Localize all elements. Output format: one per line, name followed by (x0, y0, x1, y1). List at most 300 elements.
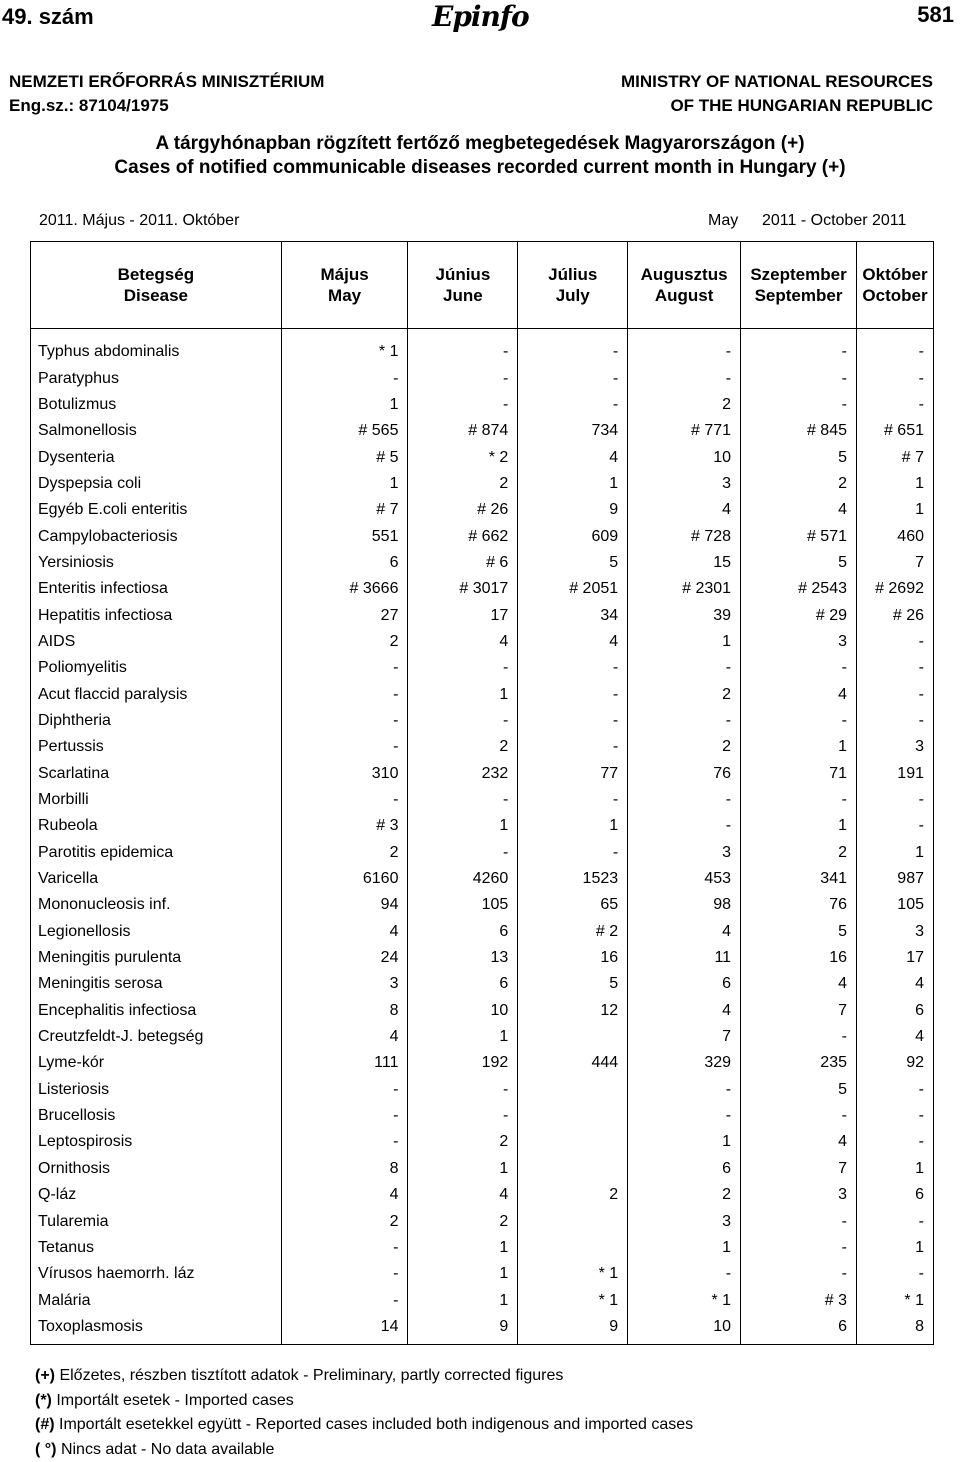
case-count: - (408, 1077, 518, 1103)
case-count: 98 (628, 892, 741, 918)
case-count: * 1 (281, 329, 408, 366)
case-count: - (628, 787, 741, 813)
case-count: 2 (408, 734, 518, 760)
case-count: # 7 (281, 497, 408, 523)
table-row (31, 1129, 934, 1155)
case-count: 235 (741, 1050, 857, 1076)
case-count: - (857, 1103, 934, 1129)
disease-name: Malária (31, 1287, 282, 1313)
case-count: - (857, 1261, 934, 1287)
case-count: # 2543 (741, 576, 857, 602)
case-count: 3 (281, 971, 408, 997)
case-count: 5 (741, 444, 857, 470)
period-en-range: 2011 - October 2011 (762, 212, 906, 230)
case-count: 4 (741, 971, 857, 997)
case-count: 1 (408, 681, 518, 707)
disease-name: Encephalitis infectiosa (31, 998, 282, 1024)
case-count: 6 (857, 998, 934, 1024)
case-count: 17 (857, 945, 934, 971)
case-count: - (857, 329, 934, 366)
case-count: 1 (408, 1235, 518, 1261)
case-count: 191 (857, 761, 934, 787)
case-count: - (281, 1287, 408, 1313)
case-count: 1 (741, 734, 857, 760)
case-count: - (281, 787, 408, 813)
table-row (31, 971, 934, 997)
case-count: 16 (741, 945, 857, 971)
case-count: 24 (281, 945, 408, 971)
case-count: 7 (857, 550, 934, 576)
case-count: 2 (518, 1182, 628, 1208)
case-count: 77 (518, 761, 628, 787)
column-header-en: October (857, 285, 933, 306)
case-count: - (518, 708, 628, 734)
case-count: 3 (628, 840, 741, 866)
case-count: - (857, 655, 934, 681)
case-count: # 2 (518, 919, 628, 945)
case-count: 10 (628, 444, 741, 470)
disease-name: Scarlatina (31, 761, 282, 787)
case-count: # 771 (628, 418, 741, 444)
case-count: 2 (628, 1182, 741, 1208)
case-count: - (857, 787, 934, 813)
case-count: 8 (857, 1314, 934, 1345)
case-count: 5 (518, 550, 628, 576)
table-row (31, 1287, 934, 1313)
case-count: - (857, 392, 934, 418)
table-row (31, 892, 934, 918)
case-count: # 571 (741, 523, 857, 549)
case-count: 4 (281, 1182, 408, 1208)
table-row (31, 1314, 934, 1345)
table-row (31, 418, 934, 444)
case-count: 6 (281, 550, 408, 576)
case-count: 8 (281, 1156, 408, 1182)
table-row (31, 708, 934, 734)
disease-name: Diphtheria (31, 708, 282, 734)
case-count: 9 (518, 497, 628, 523)
case-count: # 2051 (518, 576, 628, 602)
case-count: 7 (628, 1024, 741, 1050)
disease-name: Typhus abdominalis (31, 329, 282, 366)
column-header-hu: Betegség (31, 264, 281, 285)
case-count: 3 (628, 471, 741, 497)
column-header (518, 242, 628, 329)
disease-name: Hepatitis infectiosa (31, 602, 282, 628)
disease-name: Legionellosis (31, 919, 282, 945)
case-count: 15 (628, 550, 741, 576)
column-header (628, 242, 741, 329)
case-count: 9 (408, 1314, 518, 1345)
case-count: * 1 (518, 1287, 628, 1313)
case-count: - (741, 708, 857, 734)
case-count: - (281, 1077, 408, 1103)
table-row (31, 945, 934, 971)
footnote-text: Importált esetekkel együtt - Reported cases included both indigenous and imported cases (55, 1416, 694, 1433)
table-row (31, 1103, 934, 1129)
case-count: - (741, 365, 857, 391)
case-count (518, 1156, 628, 1182)
case-count: 2 (408, 1208, 518, 1234)
case-count: * 1 (518, 1261, 628, 1287)
table-header-row (31, 242, 934, 329)
case-count (518, 1024, 628, 1050)
footnotes (35, 1364, 693, 1462)
case-count: 1 (857, 471, 934, 497)
issue-number: 49. szám (2, 4, 94, 30)
case-count: - (741, 655, 857, 681)
table-row (31, 840, 934, 866)
table-row (31, 1182, 934, 1208)
column-header-hu: Szeptember (741, 264, 856, 285)
column-header (408, 242, 518, 329)
disease-name: Vírusos haemorrh. láz (31, 1261, 282, 1287)
table-row (31, 1024, 934, 1050)
table-row (31, 813, 934, 839)
case-count: 1 (281, 471, 408, 497)
case-count: 27 (281, 602, 408, 628)
case-count: 341 (741, 866, 857, 892)
case-count: 6 (628, 971, 741, 997)
case-count: 4 (628, 919, 741, 945)
footnote-symbol: (#) (35, 1416, 55, 1433)
table-row (31, 365, 934, 391)
footnote (35, 1438, 693, 1462)
disease-name: Campylobacteriosis (31, 523, 282, 549)
table-row (31, 919, 934, 945)
case-count: # 2301 (628, 576, 741, 602)
case-count: 551 (281, 523, 408, 549)
case-count: 1 (628, 629, 741, 655)
case-count: 1 (741, 813, 857, 839)
case-count: 4 (408, 629, 518, 655)
case-count: 8 (281, 998, 408, 1024)
case-count: 5 (741, 1077, 857, 1103)
case-count: - (857, 681, 934, 707)
case-count: 6 (408, 971, 518, 997)
case-count: 192 (408, 1050, 518, 1076)
disease-name: Enteritis infectiosa (31, 576, 282, 602)
case-count: - (628, 655, 741, 681)
case-count: * 1 (857, 1287, 934, 1313)
case-count: - (518, 840, 628, 866)
disease-name: Leptospirosis (31, 1129, 282, 1155)
table-body (31, 329, 934, 1345)
disease-name: Acut flaccid paralysis (31, 681, 282, 707)
table-row (31, 329, 934, 366)
case-count: 92 (857, 1050, 934, 1076)
case-count: 6160 (281, 866, 408, 892)
case-count: 1 (408, 1024, 518, 1050)
case-count: - (281, 365, 408, 391)
case-count: 329 (628, 1050, 741, 1076)
case-count: # 3 (741, 1287, 857, 1313)
case-count: 1 (518, 471, 628, 497)
case-count: - (857, 629, 934, 655)
table-row (31, 602, 934, 628)
footnote (35, 1413, 693, 1438)
period-en-start: May (708, 212, 738, 230)
epinfo-logo: Epinfo (432, 0, 529, 33)
case-count: 14 (281, 1314, 408, 1345)
period-hu: 2011. Május - 2011. Október (39, 212, 239, 230)
case-count: 4 (741, 497, 857, 523)
case-count: 4 (518, 444, 628, 470)
case-count: 1 (518, 813, 628, 839)
disease-name: Dyspepsia coli (31, 471, 282, 497)
case-count: # 3017 (408, 576, 518, 602)
case-count: 76 (628, 761, 741, 787)
case-count: 2 (741, 840, 857, 866)
case-count: - (628, 329, 741, 366)
case-count: 734 (518, 418, 628, 444)
case-count: 1 (857, 840, 934, 866)
case-count: 5 (741, 919, 857, 945)
case-count: 1 (281, 392, 408, 418)
table-row (31, 1050, 934, 1076)
footnote-symbol: (*) (35, 1392, 52, 1409)
case-count: * 1 (628, 1287, 741, 1313)
table-row (31, 1235, 934, 1261)
case-count: - (628, 1261, 741, 1287)
report-title-en: Cases of notified communicable diseases recorded current month in Hungary (+) (0, 157, 960, 179)
case-count: 1 (628, 1129, 741, 1155)
table-row (31, 681, 934, 707)
ministry-name-hu: NEMZETI ERŐFORRÁS MINISZTÉRIUM (9, 72, 324, 92)
table-row (31, 761, 934, 787)
case-count: 1 (408, 813, 518, 839)
disease-name: AIDS (31, 629, 282, 655)
case-count: 2 (628, 734, 741, 760)
disease-cases-table (30, 241, 934, 1345)
case-count: # 6 (408, 550, 518, 576)
case-count: # 651 (857, 418, 934, 444)
case-count: - (518, 329, 628, 366)
case-count: # 565 (281, 418, 408, 444)
case-count: 1 (857, 1235, 934, 1261)
column-header-hu: Október (857, 264, 933, 285)
column-header-hu: Június (408, 264, 517, 285)
case-count: 3 (628, 1208, 741, 1234)
case-count: 1 (857, 497, 934, 523)
column-header (281, 242, 408, 329)
disease-name: Yersiniosis (31, 550, 282, 576)
case-count: - (281, 1235, 408, 1261)
footnote (35, 1389, 693, 1414)
case-count: 1523 (518, 866, 628, 892)
case-count: # 874 (408, 418, 518, 444)
case-count: 987 (857, 866, 934, 892)
footnote-symbol: (+) (35, 1367, 55, 1384)
case-count (518, 1208, 628, 1234)
case-count: - (741, 1208, 857, 1234)
case-count: - (408, 365, 518, 391)
case-count: 2 (408, 1129, 518, 1155)
case-count: - (857, 1129, 934, 1155)
column-header-en: June (408, 285, 517, 306)
case-count: 4260 (408, 866, 518, 892)
column-header-hu: Május (282, 264, 408, 285)
case-count: # 845 (741, 418, 857, 444)
case-count: - (408, 708, 518, 734)
disease-name: Q-láz (31, 1182, 282, 1208)
case-count: 2 (741, 471, 857, 497)
case-count: 3 (741, 629, 857, 655)
case-count: 39 (628, 602, 741, 628)
disease-name: Varicella (31, 866, 282, 892)
disease-name: Lyme-kór (31, 1050, 282, 1076)
case-count: - (281, 1103, 408, 1129)
table-row (31, 655, 934, 681)
case-count: - (741, 1235, 857, 1261)
disease-name: Toxoplasmosis (31, 1314, 282, 1345)
case-count: - (518, 392, 628, 418)
case-count: 9 (518, 1314, 628, 1345)
case-count: # 26 (408, 497, 518, 523)
case-count: - (741, 1103, 857, 1129)
column-header-hu: Augusztus (628, 264, 740, 285)
case-count: - (408, 392, 518, 418)
case-count: 3 (857, 734, 934, 760)
case-count: 2 (628, 392, 741, 418)
case-count: - (628, 365, 741, 391)
case-count: 4 (741, 1129, 857, 1155)
case-count: - (857, 1208, 934, 1234)
disease-name: Meningitis purulenta (31, 945, 282, 971)
case-count: - (408, 1103, 518, 1129)
ministry-country-en: OF THE HUNGARIAN REPUBLIC (670, 96, 933, 116)
case-count: # 29 (741, 602, 857, 628)
case-count: - (741, 392, 857, 418)
table-row (31, 471, 934, 497)
case-count: - (857, 813, 934, 839)
case-count: 111 (281, 1050, 408, 1076)
case-count (518, 1077, 628, 1103)
case-count: 6 (408, 919, 518, 945)
case-count: - (857, 365, 934, 391)
column-header (857, 242, 934, 329)
case-count: 105 (408, 892, 518, 918)
case-count: - (518, 681, 628, 707)
case-count: - (518, 734, 628, 760)
disease-name: Pertussis (31, 734, 282, 760)
case-count: - (741, 329, 857, 366)
column-header (31, 242, 282, 329)
table-row (31, 1077, 934, 1103)
disease-name: Creutzfeldt-J. betegség (31, 1024, 282, 1050)
footnote-text: Előzetes, részben tisztított adatok - Preliminary, partly corrected figures (55, 1367, 563, 1384)
table-row (31, 1208, 934, 1234)
case-count: 4 (408, 1182, 518, 1208)
table-row (31, 550, 934, 576)
case-count: 6 (741, 1314, 857, 1345)
column-header-en: May (282, 285, 408, 306)
case-count: 2 (281, 840, 408, 866)
table-row (31, 576, 934, 602)
disease-name: Tetanus (31, 1235, 282, 1261)
disease-name: Ornithosis (31, 1156, 282, 1182)
case-count: # 3666 (281, 576, 408, 602)
case-count: # 662 (408, 523, 518, 549)
table-row (31, 523, 934, 549)
table-row (31, 866, 934, 892)
case-count: 4 (628, 998, 741, 1024)
case-count: 3 (857, 919, 934, 945)
case-count: - (281, 708, 408, 734)
case-count: - (408, 840, 518, 866)
case-count: - (741, 1261, 857, 1287)
footnote-text: Nincs adat - No data available (57, 1441, 275, 1458)
case-count: 5 (741, 550, 857, 576)
case-count: 2 (281, 629, 408, 655)
case-count: 4 (518, 629, 628, 655)
table-row (31, 787, 934, 813)
case-count: 7 (741, 1156, 857, 1182)
case-count: - (281, 1129, 408, 1155)
case-count (518, 1129, 628, 1155)
case-count: 34 (518, 602, 628, 628)
case-count: # 2692 (857, 576, 934, 602)
page-number: 581 (917, 2, 954, 28)
case-count: 4 (281, 1024, 408, 1050)
case-count: - (408, 655, 518, 681)
case-count: - (281, 1261, 408, 1287)
table-row (31, 998, 934, 1024)
case-count: - (628, 1103, 741, 1129)
case-count: 232 (408, 761, 518, 787)
disease-name: Brucellosis (31, 1103, 282, 1129)
case-count (518, 1235, 628, 1261)
case-count: 6 (857, 1182, 934, 1208)
case-count: - (281, 681, 408, 707)
case-count: 4 (741, 681, 857, 707)
disease-name: Morbilli (31, 787, 282, 813)
disease-name: Meningitis serosa (31, 971, 282, 997)
case-count: 7 (741, 998, 857, 1024)
table-row (31, 629, 934, 655)
case-count: 11 (628, 945, 741, 971)
case-count: 2 (628, 681, 741, 707)
column-header-hu: Július (518, 264, 627, 285)
case-count: 4 (281, 919, 408, 945)
case-count: 1 (857, 1156, 934, 1182)
table-row (31, 734, 934, 760)
disease-name: Rubeola (31, 813, 282, 839)
case-count: 4 (628, 497, 741, 523)
ministry-name-en: MINISTRY OF NATIONAL RESOURCES (621, 72, 933, 92)
case-count: # 7 (857, 444, 934, 470)
case-count: - (628, 1077, 741, 1103)
case-count: # 5 (281, 444, 408, 470)
case-count: 105 (857, 892, 934, 918)
table-row (31, 1156, 934, 1182)
case-count: # 26 (857, 602, 934, 628)
case-count: # 728 (628, 523, 741, 549)
disease-name: Tularemia (31, 1208, 282, 1234)
registration-number: Eng.sz.: 87104/1975 (9, 96, 169, 116)
disease-name: Dysenteria (31, 444, 282, 470)
case-count: 65 (518, 892, 628, 918)
case-count: 94 (281, 892, 408, 918)
case-count: 12 (518, 998, 628, 1024)
column-header (741, 242, 857, 329)
case-count: - (518, 365, 628, 391)
case-count: - (628, 813, 741, 839)
case-count (518, 1103, 628, 1129)
case-count: * 2 (408, 444, 518, 470)
case-count: 2 (281, 1208, 408, 1234)
report-title-hu: A tárgyhónapban rögzített fertőző megbetegedések Magyarországon (+) (0, 133, 960, 155)
